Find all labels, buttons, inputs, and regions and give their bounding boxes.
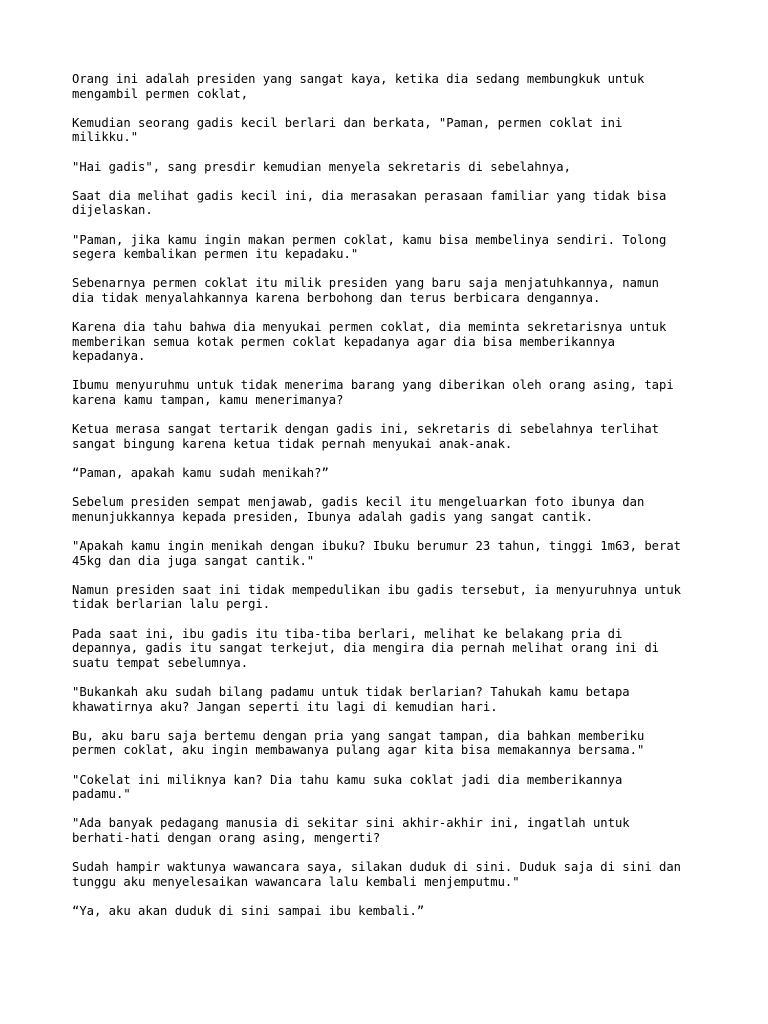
- paragraph-5: "Paman, jika kamu ingin makan permen coklat, kamu bisa membelinya sendiri. Tolong segera kembalikan permen itu kepadaku.": [72, 232, 667, 262]
- paragraph-7: Karena dia tahu bahwa dia menyukai permen coklat, dia meminta sekretarisnya untuk memberikan semua kotak permen coklat kepadanya agar dia bisa memberikannya kepadanya.: [72, 320, 667, 364]
- paragraph-8: Ibumu menyuruhmu untuk tidak menerima barang yang diberikan oleh orang asing, tapi karena kamu tampan, kamu menerimanya?: [72, 378, 674, 408]
- paragraph-15: "Bukankah aku sudah bilang padamu untuk tidak berlarian? Tahukah kamu betapa khawatirnya aku? Jangan seperti itu lagi di kemudian hari.: [72, 684, 630, 714]
- paragraph-2: Kemudian seorang gadis kecil berlari dan berkata, "Paman, permen coklat ini milikku.": [72, 115, 623, 145]
- document-page: [72, 72, 702, 933]
- paragraph-12: "Apakah kamu ingin menikah dengan ibuku? Ibuku berumur 23 tahun, tinggi 1m63, berat 45kg dan dia juga sangat cantik.": [72, 539, 682, 568]
- paragraph-1: Orang ini adalah presiden yang sangat kaya, ketika dia sedang membungkuk untuk mengambil permen coklat,: [72, 72, 645, 101]
- paragraph-14: Pada saat ini, ibu gadis itu tiba-tiba berlari, melihat ke belakang pria di depannya, gadis itu sangat terkejut, dia mengira dia pernah melihat orang ini di suatu tempat sebelumnya.: [72, 626, 659, 670]
- paragraph-11: Sebelum presiden sempat menjawab, gadis kecil itu mengeluarkan foto ibunya dan menunjukkannya kepada presiden, Ibunya adalah gadis yang sangat cantik.: [72, 495, 645, 524]
- paragraph-4: Saat dia melihat gadis kecil ini, dia merasakan perasaan familiar yang tidak bisa dijelaskan.: [72, 188, 667, 218]
- paragraph-17: "Cokelat ini miliknya kan? Dia tahu kamu suka coklat jadi dia memberikannya padamu.": [72, 772, 623, 802]
- paragraph-6: Sebenarnya permen coklat itu milik presiden yang baru saja menjatuhkannya, namun dia tidak menyalahkannya karena berbohong dan terus berbicara dengannya.: [72, 276, 659, 305]
- paragraph-10: “Paman, apakah kamu sudah menikah?”: [72, 466, 329, 481]
- paragraph-13: Namun presiden saat ini tidak mempedulikan ibu gadis tersebut, ia menyuruhnya untuk tidak berlarian lalu pergi.: [72, 582, 682, 612]
- paragraph-19: Sudah hampir waktunya wawancara saya, silakan duduk di sini. Duduk saja di sini dan tunggu aku menyelesaikan wawancara lalu kembali menjemputmu.": [72, 860, 682, 889]
- paragraph-3: "Hai gadis", sang presdir kemudian menyela sekretaris di sebelahnya,: [72, 159, 571, 174]
- paragraph-16: Bu, aku baru saja bertemu dengan pria yang sangat tampan, dia bahkan memberiku permen coklat, aku ingin membawanya pulang agar kita bisa memakannya bersama.": [72, 728, 645, 758]
- paragraph-9: Ketua merasa sangat tertarik dengan gadis ini, sekretaris di sebelahnya terlihat sangat bingung karena ketua tidak pernah menyukai anak-anak.: [72, 422, 659, 451]
- paragraph-18: "Ada banyak pedagang manusia di sekitar sini akhir-akhir ini, ingatlah untuk berhati-hati dengan orang asing, mengerti?: [72, 816, 630, 845]
- paragraph-20: “Ya, aku akan duduk di sini sampai ibu kembali.”: [72, 903, 425, 918]
